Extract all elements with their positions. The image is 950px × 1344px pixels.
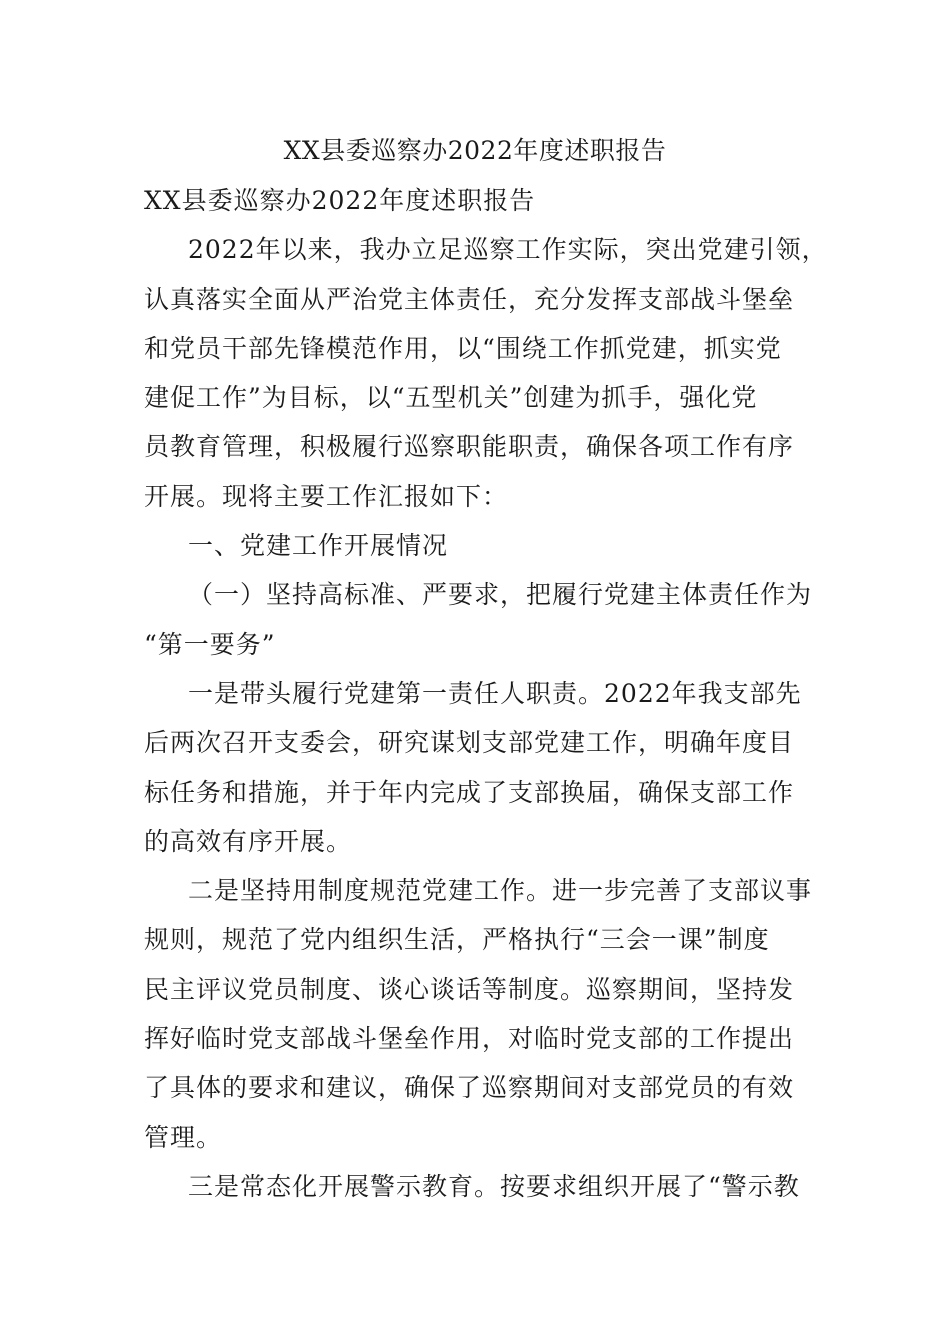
body-line: 员教育管理，积极履行巡察职能职责，确保各项工作有序 bbox=[144, 432, 795, 462]
body-line: 二是坚持用制度规范党建工作。进一步完善了支部议事 bbox=[188, 876, 813, 906]
body-line: 三是常态化开展警示教育。按要求组织开展了“警示教 bbox=[188, 1171, 800, 1201]
document-body bbox=[144, 181, 828, 1216]
body-line: 和党员干部先锋模范作用，以“围绕工作抓党建，抓实党 bbox=[144, 333, 782, 363]
body-line: 后两次召开支委会，研究谋划支部党建工作，明确年度目 bbox=[144, 728, 795, 758]
body-line: 2022年以来，我办立足巡察工作实际，突出党建引领， bbox=[188, 235, 828, 265]
body-line: 的高效有序开展。 bbox=[144, 826, 353, 856]
body-line: 建促工作”为目标，以“五型机关”创建为抓手，强化党 bbox=[144, 383, 758, 413]
body-line: 了具体的要求和建议，确保了巡察期间对支部党员的有效 bbox=[144, 1073, 795, 1103]
body-line: 一是带头履行党建第一责任人职责。2022年我支部先 bbox=[188, 678, 802, 708]
subsection-heading: （一）坚持高标准、严要求，把履行党建主体责任作为 bbox=[188, 580, 813, 610]
section-heading: 一、党建工作开展情况 bbox=[188, 531, 449, 561]
body-line: 认真落实全面从严治党主体责任，充分发挥支部战斗堡垒 bbox=[144, 284, 795, 314]
body-line: 管理。 bbox=[144, 1122, 223, 1152]
subsection-heading-cont: “第一要务” bbox=[144, 629, 276, 659]
body-line: 开展。现将主要工作汇报如下： bbox=[144, 481, 509, 511]
document-title: XX县委巡察办2022年度述职报告 bbox=[283, 136, 667, 165]
body-line: 挥好临时党支部战斗堡垒作用，对临时党支部的工作提出 bbox=[144, 1024, 795, 1054]
body-line: 规则，规范了党内组织生活，严格执行“三会一课”制度 bbox=[144, 925, 770, 955]
body-line: 民主评议党员制度、谈心谈话等制度。巡察期间，坚持发 bbox=[144, 974, 795, 1004]
body-line: 标任务和措施，并于年内完成了支部换届，确保支部工作 bbox=[144, 777, 795, 807]
body-line-subtitle: XX县委巡察办2022年度述职报告 bbox=[144, 186, 536, 215]
